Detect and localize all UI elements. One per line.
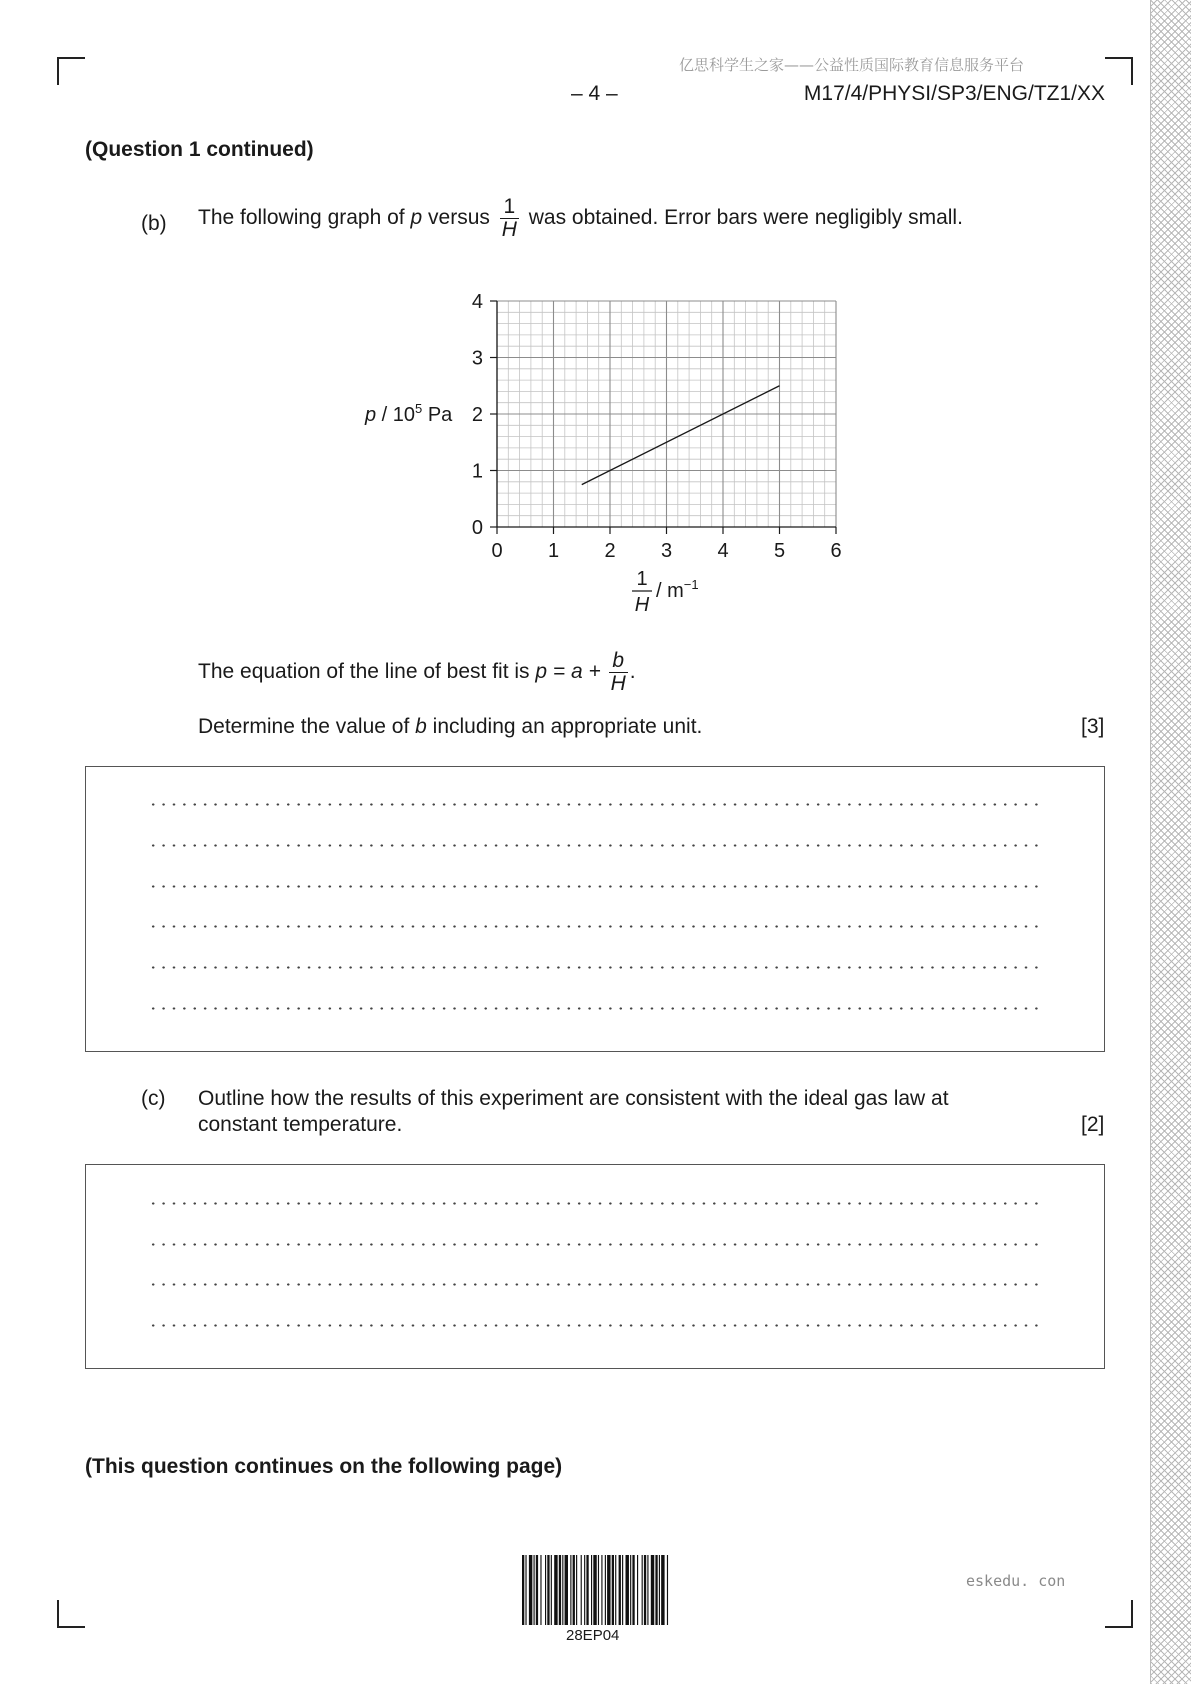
answer-line[interactable]: [148, 885, 1042, 888]
barcode-bar: [659, 1555, 660, 1625]
barcode-bar: [626, 1555, 629, 1625]
barcode-bar: [619, 1555, 621, 1625]
continues-note: (This question continues on the following page): [85, 1455, 563, 1478]
barcode-bar: [529, 1555, 532, 1625]
x-tick-label: 4: [717, 540, 729, 562]
barcode-bar: [637, 1555, 638, 1625]
barcode-bar: [562, 1555, 563, 1625]
task-before: Determine the value of: [198, 715, 410, 738]
barcode-bar: [586, 1555, 588, 1625]
barcode-bar: [598, 1555, 599, 1625]
y-axis-label-unit: / 10: [376, 404, 416, 426]
barcode-bar: [591, 1555, 592, 1625]
barcode-bar: [570, 1555, 571, 1625]
barcode-bar: [622, 1555, 623, 1625]
barcode-bar: [551, 1555, 552, 1625]
barcode-bar: [630, 1555, 631, 1625]
barcode-bar: [565, 1555, 568, 1625]
barcode-bar: [576, 1555, 577, 1625]
y-axis-label-unit2: Pa: [422, 404, 453, 426]
answer-line[interactable]: [148, 1202, 1042, 1205]
paper-code: M17/4/PHYSI/SP3/ENG/TZ1/XX: [803, 82, 1105, 105]
crop-mark-top-right: [1105, 57, 1133, 85]
x-tick-label: 6: [830, 540, 842, 562]
barcode: [522, 1555, 670, 1625]
x-tick-label: 2: [604, 540, 616, 562]
crop-mark-bottom-left: [57, 1600, 85, 1628]
part-b-label: (b): [141, 212, 167, 235]
barcode-bar: [607, 1555, 610, 1625]
x-axis-label-numerator: 1: [636, 568, 648, 590]
data-series: [582, 386, 780, 485]
barcode-bar: [632, 1555, 634, 1625]
part-c-line2: constant temperature.: [198, 1113, 403, 1136]
part-b-intro-after: was obtained. Error bars were negligibly small.: [528, 206, 963, 230]
barcode-bar: [573, 1555, 575, 1625]
crop-mark-top-left: [57, 57, 85, 85]
page-number: – 4 –: [571, 82, 618, 105]
y-axis-label: [364, 401, 453, 426]
answer-line[interactable]: [148, 966, 1042, 969]
barcode-bar: [601, 1555, 602, 1625]
part-b-task: [198, 715, 702, 739]
barcode-bar: [584, 1555, 585, 1625]
barcode-bar: [615, 1555, 616, 1625]
crop-mark-bottom-right: [1105, 1600, 1133, 1628]
p-versus-inverse-h-graph: [340, 285, 860, 625]
barcode-bar: [581, 1555, 582, 1625]
equation-numerator: b: [609, 650, 628, 673]
equation-end: .: [629, 660, 636, 684]
task-after: including an appropriate unit.: [432, 715, 703, 738]
part-b-intro-before: The following graph of: [198, 206, 405, 230]
question-continued-heading: (Question 1 continued): [85, 138, 314, 161]
answer-line[interactable]: [148, 844, 1042, 847]
y-tick-label: 0: [471, 517, 483, 539]
equation-intro: The equation of the line of best fit is: [198, 660, 530, 684]
part-c-line1: Outline how the results of this experiment are consistent with the ideal gas law at: [198, 1087, 949, 1110]
barcode-bar: [534, 1555, 535, 1625]
part-b-intro-var: p: [410, 206, 423, 230]
barcode-bar: [559, 1555, 561, 1625]
barcode-bar: [642, 1555, 643, 1625]
part-b-intro: [198, 196, 963, 241]
barcode-bar: [545, 1555, 546, 1625]
barcode-bar: [593, 1555, 596, 1625]
x-tick-label: 3: [660, 540, 673, 562]
x-axis-label-unit: [656, 577, 699, 602]
x-tick-label: 1: [547, 540, 560, 562]
y-tick-label: 4: [471, 291, 483, 313]
best-fit-line: [582, 386, 780, 485]
answer-line[interactable]: [148, 1243, 1042, 1246]
x-tick-label: 5: [773, 540, 786, 562]
barcode-bar: [651, 1555, 654, 1625]
margin-hatch-strip: [1150, 0, 1191, 1684]
part-c-label: (c): [141, 1087, 166, 1110]
equation-denominator: H: [610, 672, 626, 696]
barcode-bar: [547, 1555, 549, 1625]
answer-line[interactable]: [148, 803, 1042, 806]
barcode-bar: [525, 1555, 526, 1625]
barcode-bar: [661, 1555, 664, 1625]
answer-line[interactable]: [148, 1283, 1042, 1286]
answer-line[interactable]: [148, 1007, 1042, 1010]
barcode-bars: [522, 1555, 668, 1625]
barcode-bar: [667, 1555, 668, 1625]
barcode-bar: [612, 1555, 614, 1625]
axis-tick-labels: [472, 291, 842, 562]
y-axis-label-exponent: 5: [415, 401, 423, 416]
watermark-text: 亿思科学生之家——公益性质国际教育信息服务平台: [679, 56, 1025, 74]
y-tick-label: 3: [471, 347, 483, 370]
site-watermark: eskedu. con: [966, 1572, 1066, 1590]
barcode-bar: [540, 1555, 541, 1625]
barcode-bar: [522, 1555, 524, 1625]
best-fit-equation: [198, 650, 636, 695]
y-tick-label: 1: [471, 460, 483, 483]
x-axis-label-denominator: H: [634, 594, 650, 616]
part-c-marks: [2]: [1081, 1113, 1105, 1136]
barcode-text: 28EP04: [566, 1627, 620, 1644]
barcode-bar: [605, 1555, 606, 1625]
fraction-denominator: H: [501, 218, 517, 242]
barcode-bar: [536, 1555, 538, 1625]
fraction-numerator: 1: [500, 196, 519, 219]
barcode-bar: [554, 1555, 557, 1625]
x-tick-label: 0: [491, 540, 503, 562]
task-var: b: [415, 715, 427, 738]
part-b-marks: [3]: [1081, 715, 1105, 738]
barcode-bar: [655, 1555, 657, 1625]
part-c-answer-box[interactable]: [85, 1164, 1105, 1369]
barcode-bar: [644, 1555, 646, 1625]
x-axis-label-unit-text: / m: [656, 580, 684, 602]
answer-line[interactable]: [148, 1324, 1042, 1327]
y-axis-label-var: p: [365, 404, 377, 426]
equation-lhs: p = a +: [535, 660, 601, 684]
equation-fraction: [609, 650, 628, 695]
part-b-intro-fraction: [500, 196, 519, 241]
y-tick-label: 2: [471, 404, 483, 426]
x-axis-label-exponent: −1: [683, 577, 699, 592]
part-b-answer-box[interactable]: [85, 766, 1105, 1052]
part-b-intro-mid: versus: [428, 206, 490, 230]
answer-line[interactable]: [148, 925, 1042, 928]
barcode-bar: [647, 1555, 648, 1625]
